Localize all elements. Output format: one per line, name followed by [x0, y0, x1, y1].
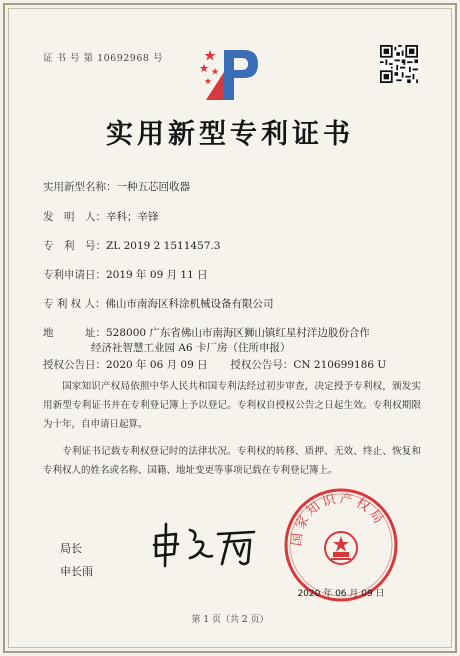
- grant-date-value: 2020 年 06 月 09 日: [106, 359, 208, 371]
- utility-model-name-row: [43, 179, 190, 194]
- patent-number-row: [43, 238, 220, 253]
- national-emblem-icon: [325, 532, 357, 564]
- filing-date-value: 2019 年 09 月 11 日: [106, 269, 208, 281]
- director-signature-icon: [150, 518, 260, 570]
- inventor-value: 辛科；辛锋: [106, 211, 159, 223]
- patentee-value: 佛山市南海区科涂机械设备有限公司: [105, 298, 274, 310]
- filing-date-label: 专利申请日：: [43, 269, 106, 281]
- address-line-1: 528000 广东省佛山市南海区狮山镇红星村洋边股份合作: [106, 327, 370, 339]
- legal-status-paragraph: [43, 442, 421, 480]
- filing-date-row: [43, 267, 208, 282]
- grant-info-row: [43, 357, 386, 372]
- certificate-number: 证 书 号 第 10692968 号: [43, 53, 163, 64]
- grant-date-label: 授权公告日：: [43, 359, 106, 371]
- grant-statement-paragraph: [43, 377, 421, 434]
- address-row: [43, 325, 370, 340]
- seal-date: 2020 年 06 月 09 日: [297, 589, 385, 599]
- official-seal: [282, 486, 400, 604]
- utility-model-name-label: 实用新型名称：: [43, 181, 117, 193]
- inventor-label: 发 明 人：: [43, 211, 106, 223]
- address-label: 地 址：: [43, 327, 106, 339]
- patentee-row: [43, 296, 274, 311]
- certificate-title: 实用新型专利证书: [106, 119, 354, 150]
- director-name: 申长雨: [60, 565, 93, 578]
- director-title: 局长: [60, 542, 82, 555]
- seal-arc-text: 国家知识产权局: [289, 491, 388, 547]
- patent-number-label: 专 利 号：: [43, 240, 106, 252]
- inventor-row: [43, 209, 159, 224]
- patentee-label: 专 利 权 人：: [43, 298, 106, 310]
- grant-number-label: 授权公告号：: [230, 359, 294, 371]
- qr-code-icon: [380, 45, 418, 83]
- address-line-2: 经济社智慧工业园 A6 卡厂房（住所申报）: [91, 342, 291, 354]
- cnipa-logo-icon: [200, 42, 264, 104]
- patent-number-value: ZL 2019 2 1511457.3: [106, 240, 221, 252]
- grant-number-value: CN 210699186 U: [293, 359, 387, 371]
- legal-status-text: 专利证书记载专利权登记时的法律状况。专利权的转移、质押、无效、终止、恢复和专利权人的姓名或名称、国籍、地址变更等事项记载在专利登记簿上。: [43, 446, 421, 476]
- utility-model-name-value: 一种五芯回收器: [116, 181, 190, 193]
- grant-statement-text: 国家知识产权局依照中华人民共和国专利法经过初步审查，决定授予专利权，颁发实用新型专利证书并在专利登记簿上予以登记。专利权自授权公告之日起生效。专利权期限为十年，自申请日起算。: [43, 381, 421, 430]
- page-footer: 第 1 页（共 2 页）: [191, 615, 269, 625]
